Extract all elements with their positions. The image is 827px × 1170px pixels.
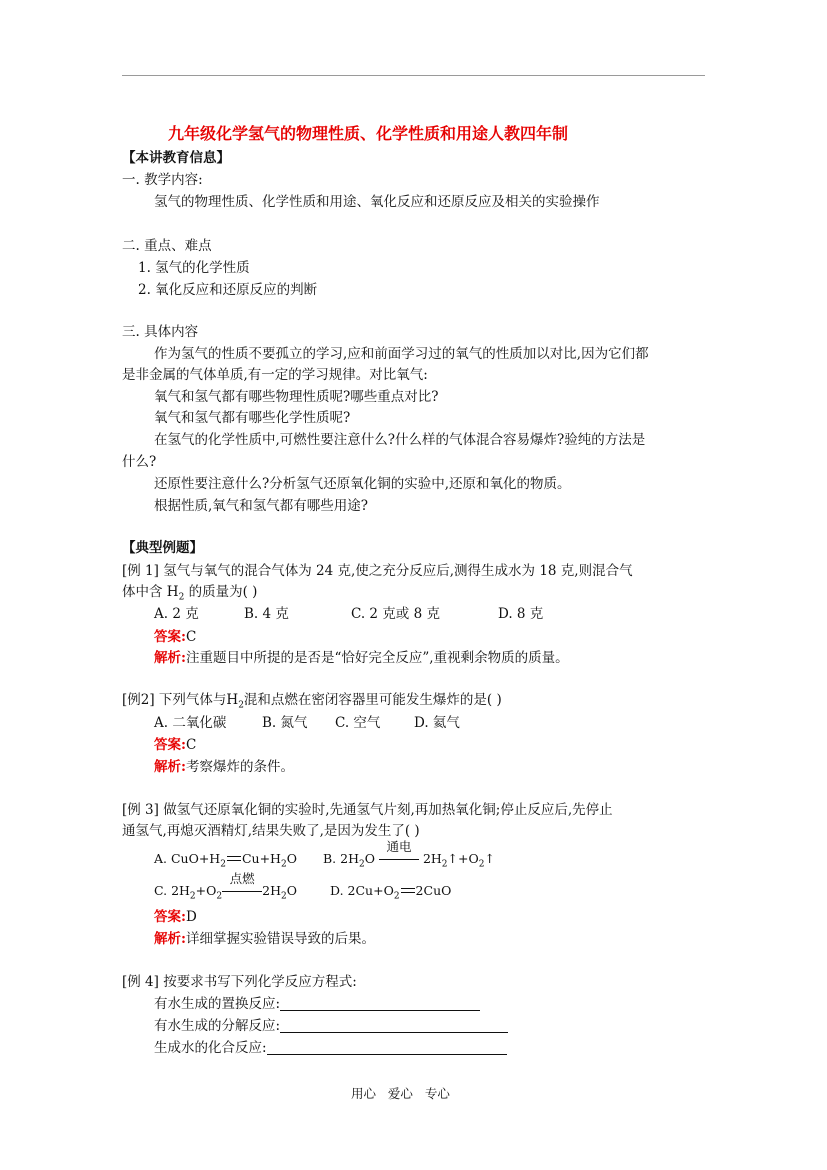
- ex3-option-b: B. $2H_2O$ 通电 $2H_2↑+O_2↑$: [323, 839, 495, 870]
- part2-item: 1. 氢气的化学性质: [138, 260, 250, 276]
- part3-paragraph: 是非金属的气体单质,有一定的学习规律。对比氧气:: [122, 367, 428, 383]
- part2-heading: 二. 重点、难点: [122, 238, 212, 254]
- ex1-question: [例 1] 氢气与氧气的混合气体为 24 克,使之充分反应后,测得生成水为 18 克,则混合气: [122, 563, 633, 579]
- header-rule: [122, 75, 705, 76]
- answer-blank[interactable]: [280, 1018, 508, 1033]
- ex4-question: [例 4] 按要求书写下列化学反应方程式:: [122, 974, 357, 990]
- ex4-item: 生成水的化合反应:: [154, 1038, 507, 1058]
- part3-heading: 三. 具体内容: [122, 324, 199, 340]
- part1-heading: 一. 教学内容:: [122, 172, 203, 188]
- ex3-answer: 答案:D: [154, 909, 197, 925]
- ex2-option: D. 氦气: [414, 715, 460, 731]
- ex1-option: C. 2 克或 8 克: [351, 606, 440, 622]
- section-examples-heading: 【典型例题】: [122, 540, 203, 556]
- part3-question: 在氢气的化学性质中,可燃性要注意什么?什么样的气体混合容易爆炸?验纯的方法是: [154, 432, 646, 448]
- part3-paragraph: 作为氢气的性质不要孤立的学习,应和前面学习过的氧气的性质加以对比,因为它们都: [154, 346, 649, 362]
- ex2-answer: 答案:C: [154, 737, 197, 753]
- part2-item: 2. 氧化反应和还原反应的判断: [138, 282, 318, 298]
- ex1-answer: 答案:C: [154, 629, 197, 645]
- ex1-analysis: 解析:注重题目中所提的是否是“恰好完全反应”,重视剩余物质的质量。: [154, 650, 569, 666]
- ex2-option: A. 二氧化碳: [154, 715, 227, 731]
- ex3-question: [例 3] 做氢气还原氧化铜的实验时,先通氢气片刻,再加热氧化铜;停止反应后,先停止: [122, 802, 613, 818]
- part3-question: 还原性要注意什么?分析氢气还原氧化铜的实验中,还原和氧化的物质。: [154, 476, 571, 492]
- ex4-item: 有水生成的置换反应:: [154, 994, 480, 1014]
- answer-blank[interactable]: [280, 996, 480, 1011]
- ex2-question: [例2] 下列气体与$H_2$混和点燃在密闭容器里可能发生爆炸的是( ): [122, 692, 502, 711]
- ex1-option: A. 2 克: [154, 606, 199, 622]
- ex2-analysis: 解析:考察爆炸的条件。: [154, 759, 294, 775]
- ex3-analysis: 解析:详细掌握实验错误导致的后果。: [154, 931, 375, 947]
- ex1-option: B. 4 克: [244, 606, 289, 622]
- ex1-question-cont: 体中含 $H_2$ 的质量为( ): [122, 584, 258, 603]
- page-footer: 用心 爱心 专心: [351, 1086, 450, 1101]
- section-info-heading: 【本讲教育信息】: [122, 150, 230, 166]
- ex2-option: C. 空气: [335, 715, 381, 731]
- part3-question: 氧气和氢气都有哪些化学性质呢?: [154, 410, 351, 426]
- part3-question: 氧气和氢气都有哪些物理性质呢?哪些重点对比?: [154, 389, 439, 405]
- part1-body: 氢气的物理性质、化学性质和用途、氧化反应和还原反应及相关的实验操作: [154, 194, 600, 210]
- ex3-option-c: C. $2H_2+O_2$ 点燃 $2H_2O$: [154, 871, 297, 902]
- ex4-item: 有水生成的分解反应:: [154, 1016, 508, 1036]
- ex3-option-a: A. $CuO+H_2$ $Cu+H_2O$: [154, 851, 297, 870]
- ex3-question-cont: 通氢气,再熄灭酒精灯,结果失败了,是因为发生了( ): [122, 823, 420, 839]
- page-title: 九年级化学氢气的物理性质、化学性质和用途人教四年制: [168, 124, 569, 143]
- ex3-option-d: D. $2Cu+O_2$ 2CuO: [330, 883, 452, 902]
- answer-blank[interactable]: [267, 1040, 507, 1055]
- ex1-option: D. 8 克: [498, 606, 544, 622]
- ex2-option: B. 氮气: [262, 715, 308, 731]
- part3-question: 根据性质,氧气和氢气都有哪些用途?: [154, 498, 369, 514]
- part3-question: 什么?: [122, 454, 157, 470]
